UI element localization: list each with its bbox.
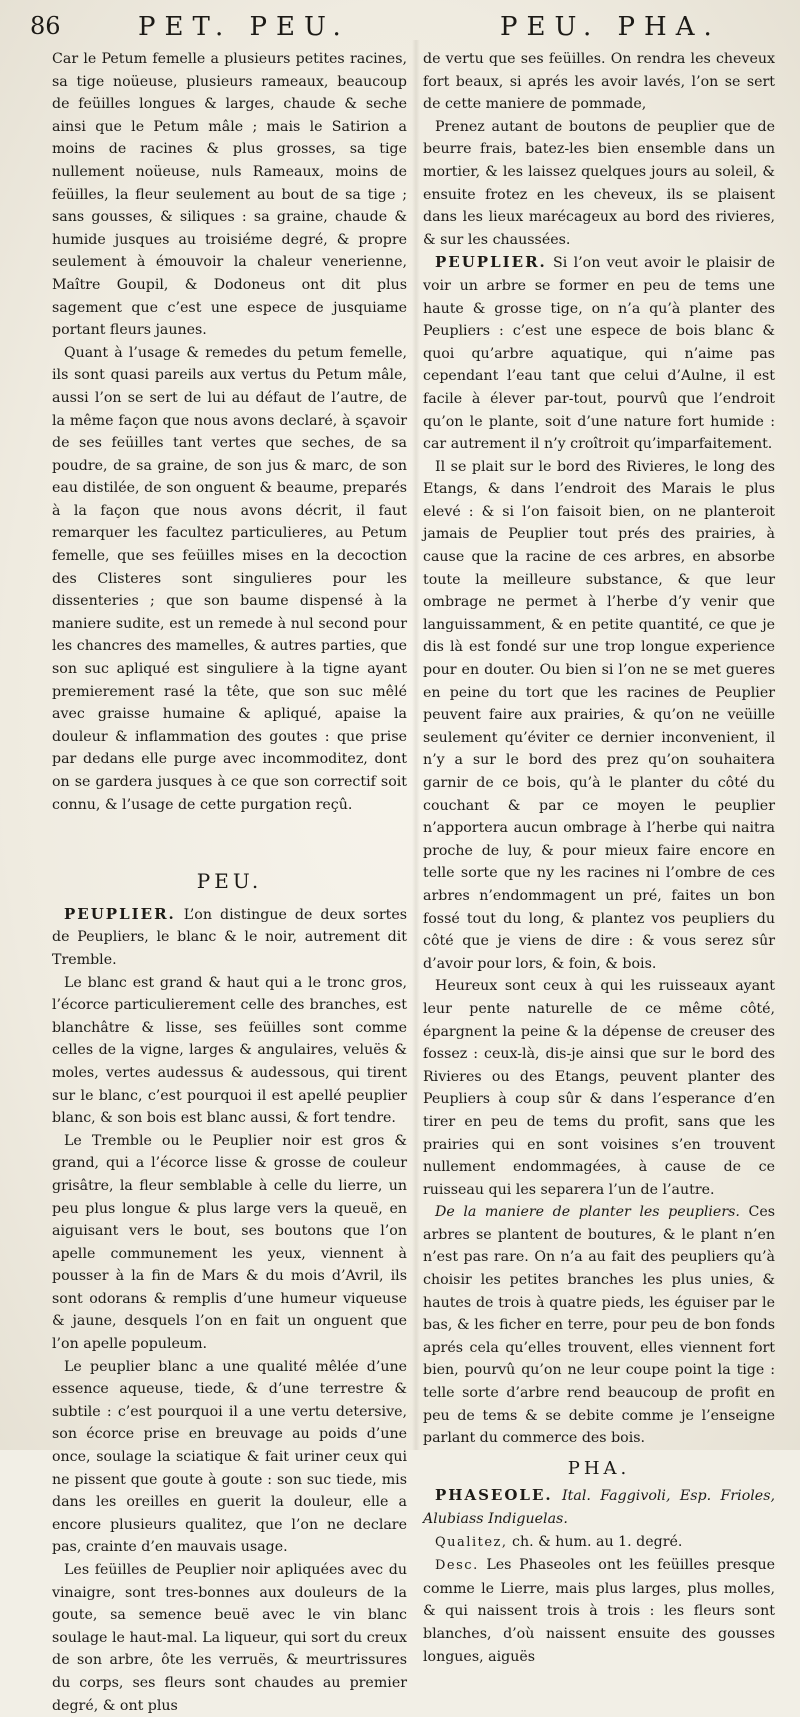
paragraph: Prenez autant de boutons de peuplier que de beurre frais, batez-les bien ensemble dans un mortier, & les laissez quelques jours au soleil, & ensuite frotez en les cheveux, ils se plaisent dans les lieux marécageux au bord des rivieres, & sur les chaussées. bbox=[423, 118, 775, 248]
qualities-line bbox=[423, 1531, 775, 1555]
entry-text: Ital. Faggivoli, Esp. Frioles, Alubiass Indiguelas. bbox=[423, 1488, 775, 1527]
paragraph: Heureux sont ceux à qui les ruisseaux ayant leur pente naturelle de ce même côté, épargnent la peine & la dépense de creuser des fossez : ceux-là, dis-je ainsi que sur le bord des Rivieres ou des Etangs, peuvent planter des Peupliers à coup sûr & dans l’esperance d’en tirer en peu de tems du profit, sans que les prairies qui en sont voisines s’en trouvent nullement endommagées, à cause de ce ruisseau qui les separera l’un de l’autre. bbox=[423, 978, 775, 1198]
paragraph: de vertu que ses feüilles. On rendra les cheveux fort beaux, si aprés les avoir lavés, l’on se sert de cette maniere de pommade, bbox=[423, 51, 775, 113]
page-header bbox=[30, 12, 780, 48]
entry-headword: PHASEOLE. bbox=[435, 1486, 553, 1505]
entry-headword: PEUPLIER. bbox=[435, 253, 547, 272]
section-heading: PHA. bbox=[567, 1457, 631, 1479]
description-paragraph bbox=[423, 1554, 775, 1668]
entry-text: Si l’on veut avoir le plaisir de voir un arbre se former en peu de tems une haute & grosse tige, on n’a qu’à planter des Peupliers : c’est une espece de bois blanc & quoi qu’arbre aquatique, qui n’aime pas cependant l’eau tant que celui d’Aulne, il est facile à élever par-tout, pourvû que l’endroit qu’on le plante, soit d’une nature fort humide : car autrement il n’y croîtroit qu’imparfaitement. bbox=[423, 255, 775, 453]
qualities-text: ch. & hum. au 1. degré. bbox=[507, 1533, 683, 1550]
entry-text: Ces arbres se plantent de boutures, & le plant n’en n’est pas rare. On n’a au fait des peupliers qu’à choisir les petites branches les plus unies, & hautes de trois à quatre pieds, les éguiser par le bas, & les ficher en terre, pour peu de bon fonds aprés cela qu’elles trouvent, elles viennent fort bien, pourvû qu’on ne leur coupe point la tige : telle sorte d’arbre rend beaucoup de profit en peu de tems & se debite comme je l’enseigne parlant du commerce des bois. bbox=[423, 1204, 775, 1447]
paragraph: Le peuplier blanc a une qualité mêlée d’une essence aqueuse, tiede, & d’une terrestre & subtile : c’est pourquoi il a une vertu detersive, son écorce prise en breuvage au poids d’une once, soulage la sciatique & fait uriner ceux qui ne pissent que goute à goute : son suc tiede, mis dans les oreilles en guerit la douleur, elle a encore plusieurs qualitez, que l’on ne declare pas, crainte d’en mauvais usage. bbox=[52, 1358, 407, 1556]
subsection-heading: De la maniere de planter les peupliers. bbox=[435, 1204, 740, 1221]
paragraph: Le Tremble ou le Peuplier noir est gros & grand, qui a l’écorce lisse & grosse de couleur grisâtre, la fleur semblable à celle du lierre, un peu plus longue & plus large vers la queuë, en aiguisant vers le bout, ses boutons que l’on apelle communement les yeux, viennent à pousser à la fin de Mars & du mois d’Avril, ils sont odorans & remplis d’une humeur viqueuse & jaune, desquels l’on en fait un onguent que l’on apelle populeum. bbox=[52, 1132, 407, 1353]
description-text: Les Phaseoles ont les feüilles presque comme le Lierre, mais plus larges, plus molles, & qui naissent trois à trois : les fleurs sont blanches, d’où naissent ensuite des gousses longues, aiguës bbox=[423, 1557, 775, 1665]
paragraph: Les feüilles de Peuplier noir apliquées avec du vinaigre, sont tres-bonnes aux douleurs de la goute, sa semence beuë avec le vin blanc soulage le haut-mal. La liqueur, qui sort du creux de son arbre, ôte les verruës, & meurtrissures du corps, ses fleurs sont chaudes au premier degré, & ont plus bbox=[52, 1562, 407, 1714]
page-number: 86 bbox=[30, 12, 61, 40]
left-column bbox=[52, 48, 407, 1714]
section-heading: PEU. bbox=[196, 869, 263, 894]
paragraph: Il se plait sur le bord des Rivieres, le long des Etangs, & dans l’endroit des Marais le plus elevé : & si l’on faisoit bien, on ne planteroit jamais de Peuplier tout prés des prairies, à cause que la racine de ces arbres, en absorbe toute la meilleure substance, & que leur ombrage ne permet à l’herbe d’y venir que languissamment, & en petite quantité, ce que je dis là est fondé sur une trop longue experience pour en douter. Ou bien si l’on ne se met gueres en peine du tort que les racines de Peuplier peuvent faire aux prairies, & qu’on ne veüille seulement qu’éviter ce dernier inconvenient, il n’y a sur le bord des prez qu’on souhaitera garnir de ce bois, qu’à le planter du côté du couchant & par ce moyen le peuplier n’apportera aucun ombrage à l’herbe qui naitra proche de luy, & pour mieux faire encore en telle sorte que ny les racines ni l’ombre de ces arbres n’endommagent un pré, faites un bon fossé tout du long, & plantez vos peupliers du côté que je viens de dire : & vous serez sûr d’avoir pour lors, & foin, & bois. bbox=[423, 458, 775, 972]
description-label: Desc. bbox=[435, 1558, 479, 1574]
running-head-left: PET. PEU. bbox=[138, 12, 350, 42]
entry-paragraph bbox=[423, 251, 775, 455]
running-head-right: PEU. PHA. bbox=[500, 12, 721, 42]
entry-text: L’on distingue de deux sortes de Peupliers, le blanc & le noir, autrement dit Tremble. bbox=[52, 906, 407, 968]
entry-paragraph bbox=[423, 1201, 775, 1450]
qualities-label: Qualitez, bbox=[435, 1534, 508, 1550]
paragraph: Quant à l’usage & remedes du petum femelle, ils sont quasi pareils aux vertus du Petum mâle, aussi l’on se sert de lui au défaut de l’autre, de la même façon que nous avons declaré, à sçavoir de ses feüilles tant vertes que seches, de sa poudre, de sa graine, de son jus & marc, de son eau distilée, de son onguent & beaume, preparés à la façon que nous avons décrit, il faut remarquer les facultez particulieres, au Petum femelle, que ses feüilles mises en la decoction des Clisteres sont singulieres pour les dissenteries ; que son baume dispensé à la maniere sudite, est un remede à nul second pour les chancres des mamelles, & autres parties, que son suc apliqué est singuliere à la tigne ayant premierement rasé la tête, que son suc mêlé avec graisse humaine & apliqué, apaise la douleur & inflammation des goutes : que prise par dedans elle purge avec incommoditez, dont on se gardera jusques à ce que son correctif soit connu, & l’usage de cette purgation reçû. bbox=[52, 344, 407, 813]
paragraph: Car le Petum femelle a plusieurs petites racines, sa tige noüeuse, plusieurs rameaux, beaucoup de feüilles longues & larges, chaude & seche ainsi que le Petum mâle ; mais le Satirion a moins de racines & plus grosses, sa tige nullement noüeuse, nuls Rameaux, moins de feüilles, la fleur seulement au bout de sa tige ; sans gousses, & siliques : sa graine, chaude & humide jusques au troisiéme degré, & propre seulement à émouvoir la chaleur venerienne, Maître Goupil, & Dodoneus ont dit plus sagement que c’est une espece de jusquiame portant fleurs jaunes. bbox=[52, 51, 407, 339]
blank-space bbox=[52, 816, 407, 854]
paragraph: Le blanc est grand & haut qui a le tronc gros, l’écorce particulierement celle des branches, est blanchâtre & lisse, ses feüilles sont comme celles de la vigne, larges & angulaires, veluës & moles, vertes audessus & audessous, qui tirent sur le blanc, c’est pourquoi il est apellé peuplier blanc, & son bois est blanc aussi, & fort tendre. bbox=[52, 974, 407, 1127]
entry-paragraph bbox=[423, 1484, 775, 1530]
entry-paragraph bbox=[52, 903, 407, 972]
right-column bbox=[423, 48, 775, 1665]
entry-headword: PEUPLIER. bbox=[64, 904, 176, 923]
column-gutter bbox=[412, 40, 420, 1450]
